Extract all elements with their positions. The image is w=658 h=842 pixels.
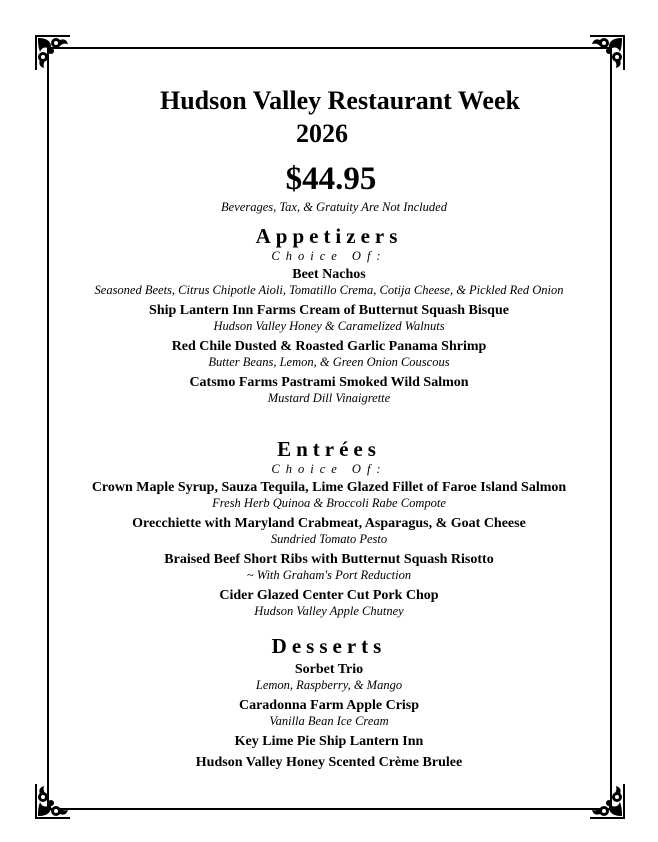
choice-label: Choice Of: — [271, 462, 387, 476]
menu-item — [0, 515, 658, 547]
item-name: Cider Glazed Center Cut Pork Chop — [219, 588, 439, 603]
section-title: Appetizers — [255, 224, 403, 248]
item-name: Key Lime Pie Ship Lantern Inn — [234, 734, 424, 749]
section-title: Desserts — [271, 634, 387, 658]
menu-item — [0, 697, 658, 729]
item-name: Orecchiette with Maryland Crabmeat, Asparagus, & Goat Cheese — [132, 516, 526, 531]
item-description: Vanilla Bean Ice Cream — [269, 714, 389, 728]
item-name: Braised Beef Short Ribs with Butternut Squash Risotto — [164, 552, 494, 567]
menu-item — [0, 266, 658, 298]
appetizers-section — [0, 224, 658, 406]
item-description: Fresh Herb Quinoa & Broccoli Rabe Compote — [212, 496, 446, 510]
item-name: Crown Maple Syrup, Sauza Tequila, Lime Glazed Fillet of Faroe Island Salmon — [91, 480, 567, 495]
item-name: Ship Lantern Inn Farms Cream of Butternut Squash Bisque — [149, 303, 509, 318]
desserts-section — [0, 634, 658, 771]
item-name: Hudson Valley Honey Scented Crème Brulee — [195, 755, 463, 770]
item-name: Catsmo Farms Pastrami Smoked Wild Salmon — [189, 375, 469, 390]
item-description: Seasoned Beets, Citrus Chipotle Aioli, Tomatillo Crema, Cotija Cheese, & Pickled Red Onion — [94, 283, 564, 297]
menu-item — [0, 374, 658, 406]
floral-corner-icon — [588, 34, 626, 72]
menu-item — [0, 338, 658, 370]
item-description: Mustard Dill Vinaigrette — [267, 391, 391, 405]
menu-item — [0, 551, 658, 583]
item-name: Red Chile Dusted & Roasted Garlic Panama Shrimp — [171, 339, 487, 354]
floral-corner-icon — [34, 34, 72, 72]
menu-item — [0, 479, 658, 511]
item-description: Hudson Valley Honey & Caramelized Walnuts — [213, 319, 445, 333]
item-description: Sundried Tomato Pesto — [270, 532, 388, 546]
page-title: Hudson Valley Restaurant Week — [160, 86, 520, 115]
item-description: Hudson Valley Apple Chutney — [254, 604, 404, 618]
item-name: Caradonna Farm Apple Crisp — [238, 698, 420, 713]
item-description: ~ With Graham's Port Reduction — [246, 568, 412, 582]
price-value: $44.95 — [285, 161, 377, 197]
floral-corner-icon — [34, 782, 72, 820]
menu-item — [0, 302, 658, 334]
menu-item — [0, 587, 658, 619]
menu-price — [0, 159, 658, 199]
entrees-section — [0, 437, 658, 619]
price-note: Beverages, Tax, & Gratuity Are Not Included — [221, 200, 447, 214]
menu-item — [0, 733, 658, 750]
item-name: Sorbet Trio — [294, 662, 364, 677]
item-name: Beet Nachos — [292, 267, 366, 282]
floral-corner-icon — [588, 782, 626, 820]
menu-item — [0, 754, 658, 771]
event-year: 2026 — [296, 119, 348, 148]
choice-label: Choice Of: — [271, 249, 387, 263]
section-title: Entrées — [277, 437, 381, 461]
item-description: Butter Beans, Lemon, & Green Onion Couscous — [208, 355, 450, 369]
item-description: Lemon, Raspberry, & Mango — [255, 678, 403, 692]
menu-item — [0, 661, 658, 693]
